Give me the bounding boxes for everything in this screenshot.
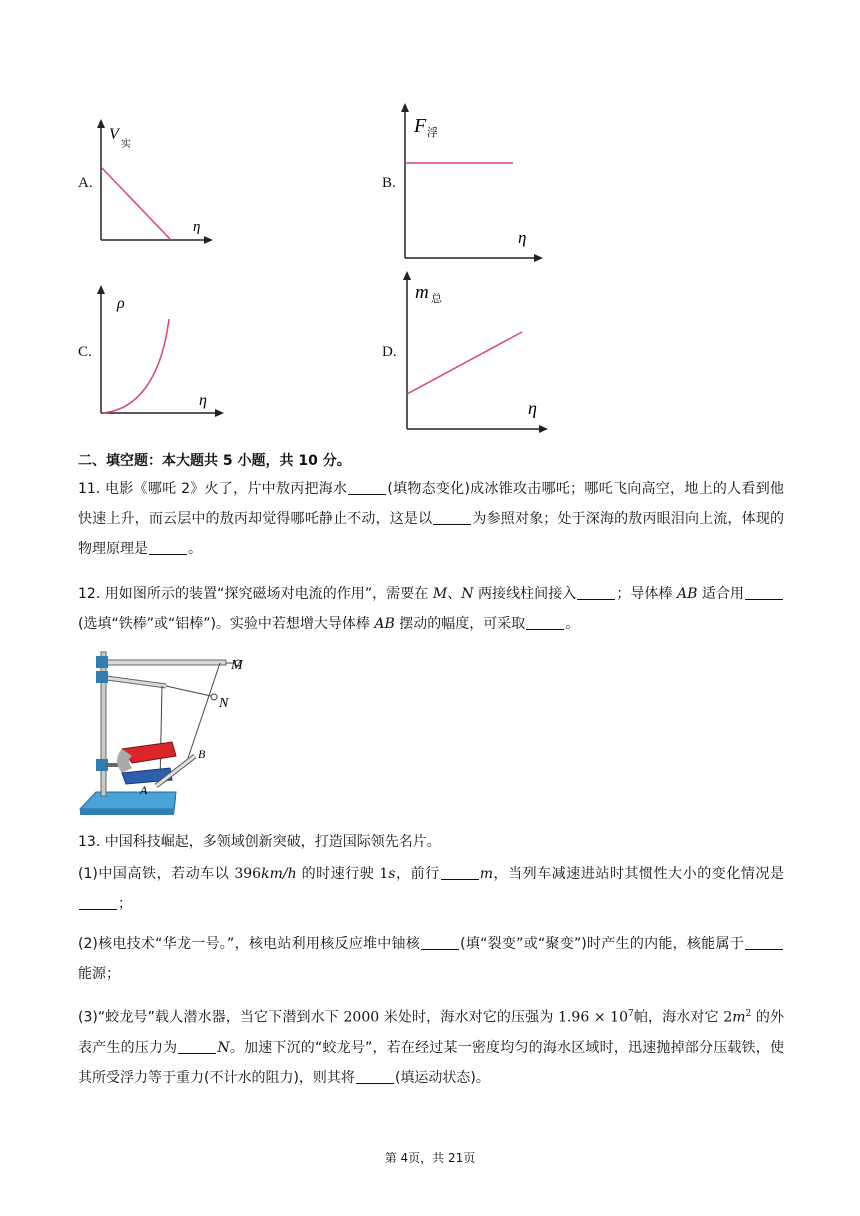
answer-blank[interactable] (441, 865, 479, 880)
answer-blank[interactable] (178, 1039, 216, 1054)
answer-blank[interactable] (79, 895, 117, 910)
answer-blank[interactable] (356, 1069, 394, 1084)
graph-c-xlabel: η (199, 392, 207, 409)
graph-b (398, 100, 546, 265)
graph-a-xlabel: η (193, 219, 201, 235)
graph-c-ylabel: ρ (117, 295, 125, 312)
option-c-label: C. (78, 344, 92, 360)
answer-blank[interactable] (149, 540, 187, 555)
label-M: M (231, 658, 243, 673)
answer-blank[interactable] (745, 935, 783, 950)
option-b-label: B. (382, 175, 396, 191)
option-a-label: A. (78, 175, 93, 191)
question-13-part1: (1)中国高铁，若动车以 396km/h 的时速行驶 1s，前行 m，当列车减速进站时其惯性大小的变化情况是； (78, 866, 785, 912)
question-12: 12. 用如图所示的装置“探究磁场对电流的作用”，需要在 M、N 两接线柱间接入 ；导体棒 AB 适合用(选填“铁棒”或“铝棒”)。实验中若想增大导体棒 AB 摆动的幅度，可采取 。 (78, 579, 784, 639)
label-A: A (140, 783, 148, 797)
question-13-part2: (2)核电技术“华龙一号。”，核电站利用核反应堆中铀核 (填“裂变”或“聚变”)时产生的内能，核能属于能源； (78, 929, 784, 989)
page-footer: 第 4页，共 21页 (384, 1151, 476, 1165)
question-11: 11. 电影《哪吒 2》火了，片中敖丙把海水 (填物态变化)成冰锥攻击哪吒；哪吒飞向高空，地上的人看到他快速上升，而云层中的敖丙却觉得哪吒静止不动，这是以 为参照对象；处于深海的敖丙眼泪向上流，体现的物理原理是 。 (78, 481, 785, 557)
question-13-intro: 13. 中国科技崛起，多领域创新突破，打造国际领先名片。 (78, 834, 441, 850)
section-title: 二、填空题：本大题共 5 小题，共 10 分。 (78, 453, 351, 469)
option-d-label: D. (382, 344, 397, 360)
apparatus-figure (74, 646, 264, 820)
graph-b-ylabel: F (414, 115, 427, 137)
graph-d-ysub: 总 (431, 293, 442, 305)
question-13-part3: (3)“蛟龙号”载人潜水器，当它下潜到水下 2000 米处时，海水对它的压强为 $1.96 \times 10^7$帕，海水对它 $2m^2$ 的外表产生的压力为 N。加速下沉的“蛟龙号”，若在经过某一密度均匀的海水区域时，迅速抛掉部分压载铁，使其所受浮力等于重力(不计水的阻力)，则其将 (填运动状态)。 (78, 1009, 785, 1086)
graph-c (95, 282, 225, 417)
answer-blank[interactable] (745, 585, 783, 600)
graph-a-ylabel: V (109, 126, 119, 143)
answer-blank[interactable] (348, 480, 386, 495)
label-B: B (198, 747, 206, 761)
graph-a-line (101, 167, 171, 240)
graph-d-line (407, 332, 522, 394)
graph-b-ysub: 浮 (427, 127, 438, 139)
answer-blank[interactable] (526, 615, 564, 630)
graph-a (95, 115, 215, 247)
answer-blank[interactable] (433, 510, 471, 525)
graph-d-xlabel: η (528, 398, 537, 418)
answer-blank[interactable] (577, 585, 615, 600)
graph-b-xlabel: η (518, 228, 527, 247)
graph-c-curve (103, 319, 169, 413)
graph-d-ylabel: m (415, 282, 429, 303)
graph-d (398, 268, 550, 433)
answer-blank[interactable] (421, 935, 459, 950)
label-N: N (219, 696, 229, 711)
graph-a-ysub: 实 (121, 139, 131, 150)
